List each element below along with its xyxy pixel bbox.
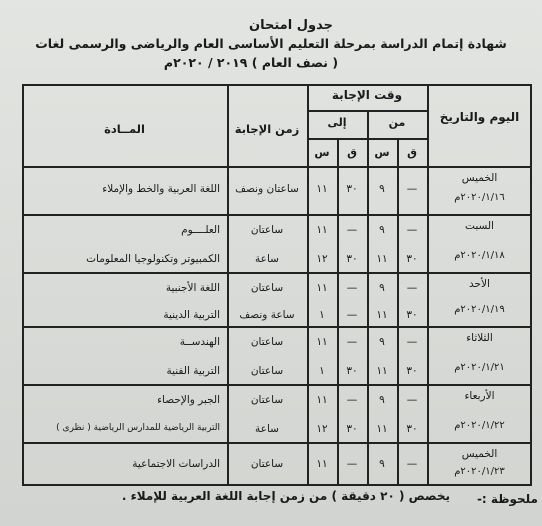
from-hour: ٩ [379,394,385,406]
to-hour: ١٢ [316,423,328,435]
to-minute: — [346,309,358,321]
to-minute: — [346,336,358,348]
note-label: ملحوظة :- [476,492,538,506]
header-from: من [388,116,406,129]
term-title: ( نصف العام ) ٢٠١٩ / ٢٠٢٠م [163,55,339,70]
exam-date: ٢٠٢٠/١/١٦م [454,192,505,203]
from-hour: ١١ [376,423,388,435]
answer-duration: ساعتان [250,336,284,348]
table-border-left [22,84,24,486]
header-to-minute: ق [347,146,357,159]
to-hour: ١ [319,365,325,377]
answer-duration: ساعتان [250,394,284,406]
subject-name: التربية الرياضية للمدارس الرياضية ( نظرى ) [56,423,220,433]
exam-date: ٢٠٢٠/١/١٨م [454,250,505,261]
exam-day: الثلاثاء [466,332,493,344]
table-border-bottom [22,484,532,486]
from-hour: ٩ [379,183,385,195]
to-hour: ١١ [316,336,328,348]
answer-duration: ساعة [255,253,279,265]
header-to: إلى [327,116,347,129]
from-minute: — [406,183,418,195]
row-divider [22,326,532,328]
header-to-hour: س [314,146,330,159]
from-minute: — [406,394,418,406]
from-hour: ١١ [376,365,388,377]
from-minute: — [406,458,418,470]
answer-duration: ساعة ونصف [239,309,295,321]
document-title: جدول امتحان [249,18,333,33]
header-from-minute: ق [407,146,417,159]
to-hour: ١ [319,309,325,321]
header-from-hour: س [374,146,390,159]
subject-name: التربية الدينية [163,309,220,321]
from-minute: — [406,336,418,348]
row-divider [22,384,532,386]
subject-name: الهندســة [179,336,220,348]
answer-duration: ساعتان [250,224,284,236]
header-divider-bottom [22,166,532,168]
subject-name: الجبر والإحصاء [157,394,220,406]
from-minute: ٣٠ [406,423,418,435]
exam-date: ٢٠٢٠/١/٢٣م [454,466,505,477]
answer-duration: ساعتان ونصف [235,183,299,195]
row-divider [22,272,532,274]
exam-day: السبت [465,220,494,232]
to-minute: ٣٠ [346,423,358,435]
from-hour: ٩ [379,224,385,236]
from-minute: ٣٠ [406,253,418,265]
to-minute: — [346,394,358,406]
subject-name: الدراسات الاجتماعية [132,458,220,470]
row-divider [22,442,532,444]
from-minute: — [406,282,418,294]
from-hour: ٩ [379,336,385,348]
answer-duration: ساعتان [250,458,284,470]
exam-day: الخميس [461,172,498,184]
answer-duration: ساعتان [250,365,284,377]
exam-date: ٢٠٢٠/١/٢٢م [454,420,505,431]
header-duration: زمن الإجابة [234,122,300,136]
row-divider [22,214,532,216]
subject-name: الكمبيوتر وتكنولوجيا المعلومات [86,253,220,265]
subject-name: التربية الفنية [166,365,220,377]
to-hour: ١١ [316,224,328,236]
to-hour: ١١ [316,282,328,294]
from-hour: ١١ [376,309,388,321]
to-hour: ١١ [316,394,328,406]
to-hour: ١٢ [316,253,328,265]
header-answer-time: وقت الإجابة [331,88,403,102]
exam-date: ٢٠٢٠/١/١٩م [454,304,505,315]
to-minute: ٣٠ [346,253,358,265]
from-hour: ٩ [379,458,385,470]
to-minute: ٣٠ [346,183,358,195]
to-minute: ٣٠ [346,365,358,377]
from-minute: — [406,224,418,236]
exam-day: الأربعاء [464,390,495,402]
subject-name: اللغة العربية والخط والإملاء [102,183,220,195]
from-hour: ٩ [379,282,385,294]
exam-schedule-table [22,84,532,486]
note-text: يخصص ( ٢٠ دقيقة ) من زمن إجابة اللغة العربية للإملاء . [121,489,450,503]
subject-name: اللغة الأجنبية [165,282,220,294]
exam-date: ٢٠٢٠/١/٢١م [454,362,505,373]
to-minute: — [346,224,358,236]
answer-duration: ساعة [255,423,279,435]
header-day-date: اليوم والتاريخ [439,110,520,124]
answer-duration: ساعتان [250,282,284,294]
exam-day: الأحد [469,278,490,290]
to-minute: — [346,282,358,294]
from-minute: ٣٠ [406,365,418,377]
certificate-title: شهادة إتمام الدراسة بمرحلة التعليم الأساسى العام والرياضى والرسمى لغات [35,36,507,51]
to-minute: — [346,458,358,470]
exam-day: الخميس [461,448,498,460]
table-border-top [22,84,532,86]
subject-name: العلــــوم [181,224,220,236]
from-minute: ٣٠ [406,309,418,321]
to-hour: ١١ [316,183,328,195]
from-hour: ١١ [376,253,388,265]
header-subject: المــادة [104,122,145,136]
to-hour: ١١ [316,458,328,470]
